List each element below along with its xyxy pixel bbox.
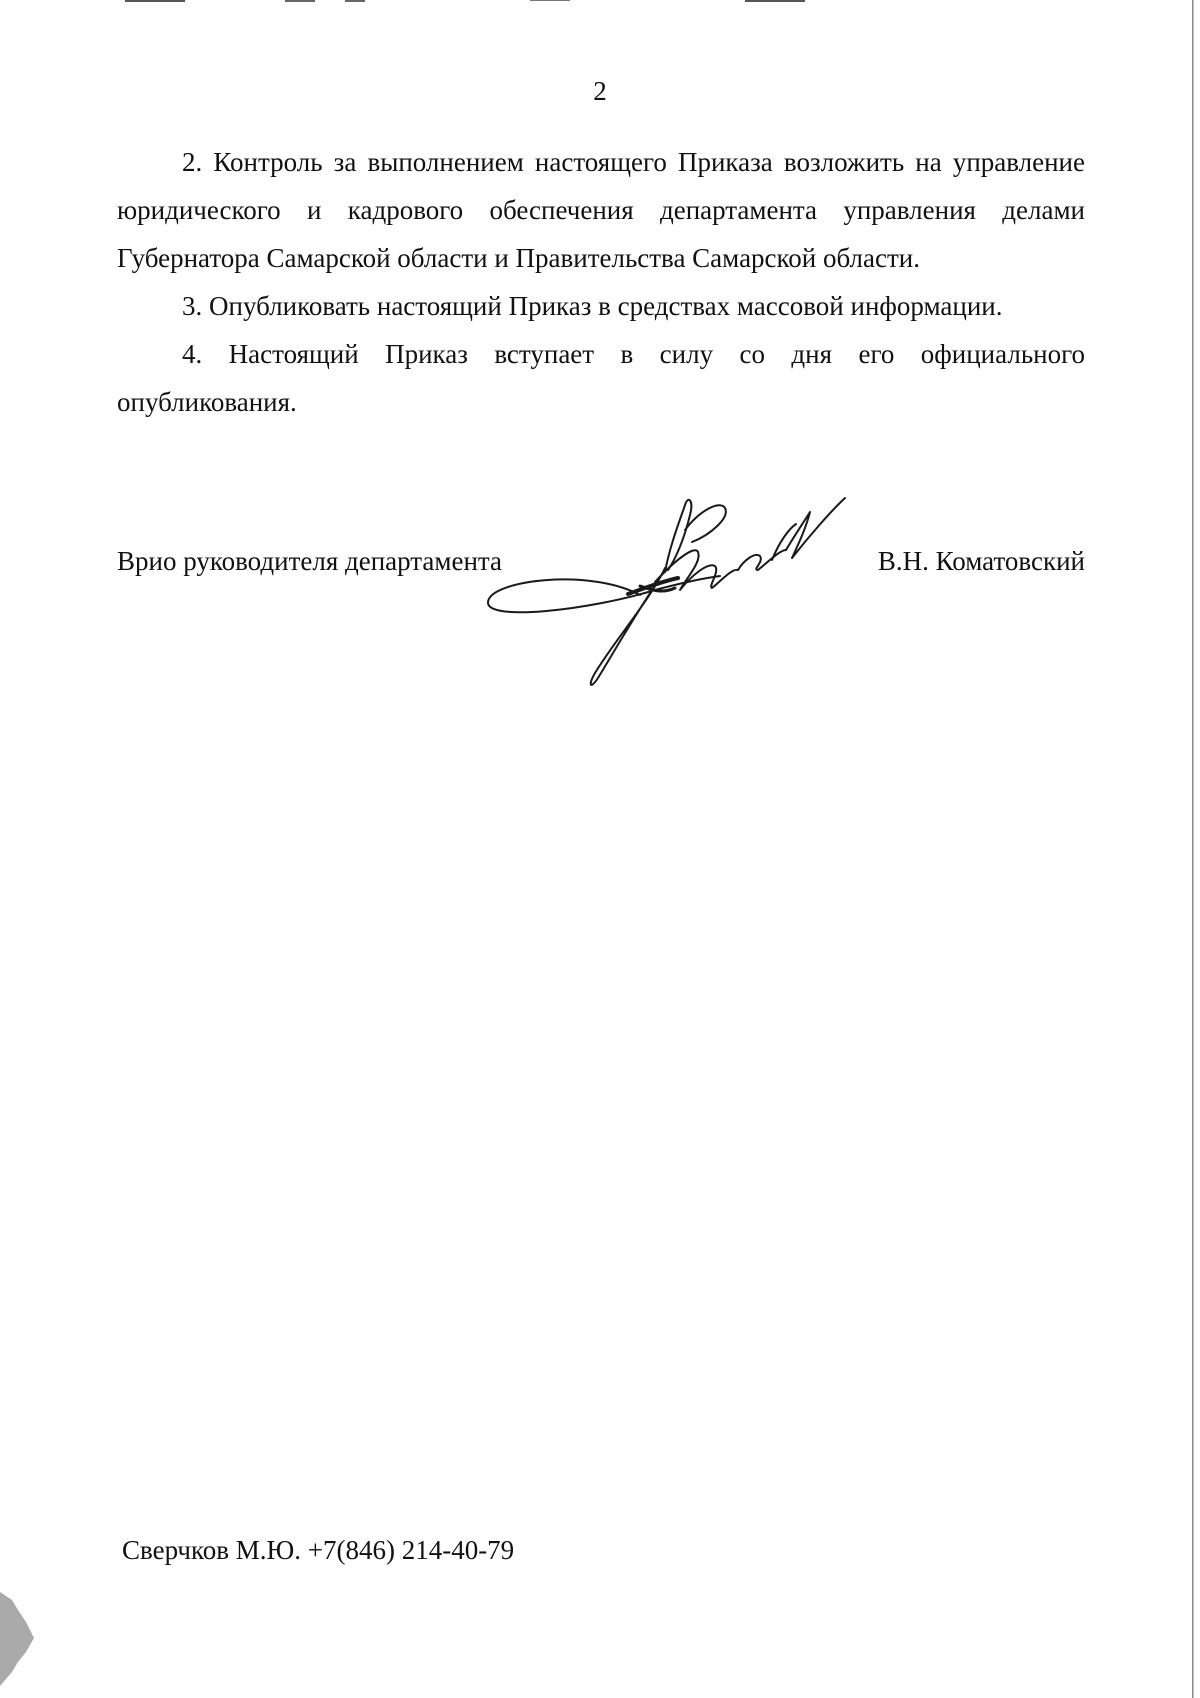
scan-left-edge-mark (0, 1592, 36, 1698)
page-number: 2 (593, 76, 607, 106)
paragraph-item-3: 3. Опубликовать настоящий Приказ в средствах массовой информации. (182, 291, 1003, 321)
paragraph-item-2: 2. Контроль за выполнением настоящего Приказа возложить на управление юридического и кадрового обеспечения департамента управления делами Губернатора Самарской области и Правительства Самарской области. (117, 147, 1085, 273)
document-body (117, 138, 1085, 426)
paragraph-item-4: 4. Настоящий Приказ вступает в силу со дня его официального опубликования. (117, 339, 1085, 417)
signatory-name: В.Н. Коматовский (877, 546, 1085, 576)
handwritten-signature (480, 490, 920, 690)
scan-right-edge-line (1192, 0, 1194, 1698)
signatory-position: Врио руководителя департамента (117, 546, 503, 576)
executor-contact: Сверчков М.Ю. +7(846) 214-40-79 (122, 1535, 515, 1565)
scan-top-edge-marks (0, 0, 1200, 4)
